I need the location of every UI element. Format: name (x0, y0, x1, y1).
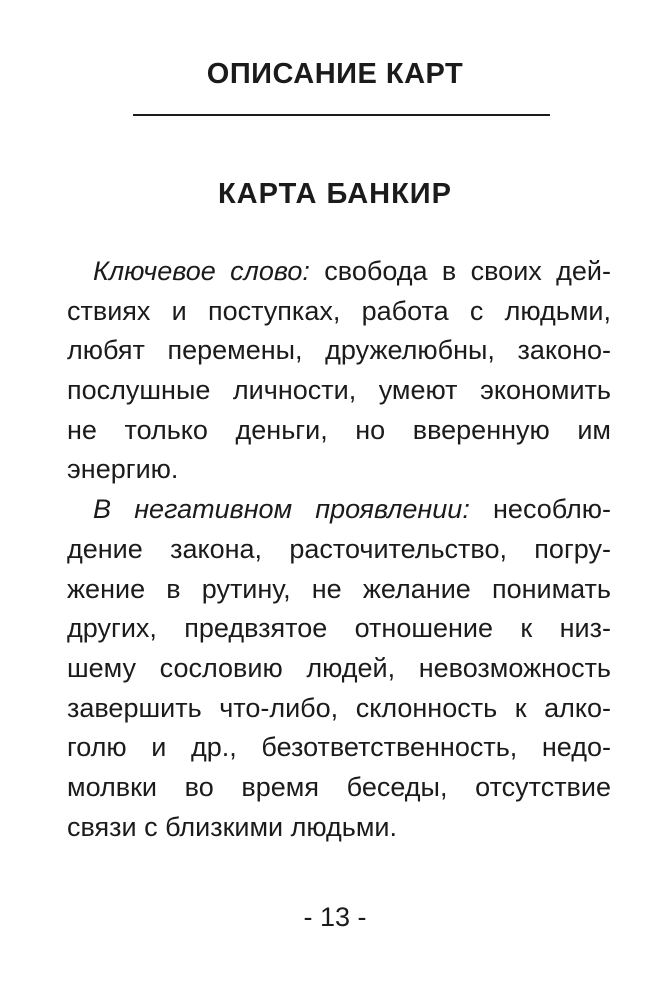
paragraph-2-line-5: шему сословию людей, невозможность (67, 652, 611, 683)
paragraph-2-line-6: завершить что-либо, склонность к алко- (67, 692, 611, 723)
paragraph-1-line-6: энергию. (67, 454, 179, 485)
page-number: - 13 - (303, 902, 367, 932)
paragraph-1-line-4: послушные личности, умеют экономить (67, 375, 611, 406)
paragraph-1-line-5: не только деньги, но вверенную им (67, 414, 611, 445)
paragraph-1-line-2: ствиях и поступках, работа с людьми, (67, 295, 611, 326)
paragraph-2-line-3: жение в рутину, не желание понимать (67, 573, 611, 604)
card-description (67, 252, 611, 847)
negative-label: В негативном проявлении: (93, 494, 470, 525)
section-title: ОПИСАНИЕ КАРТ (206, 58, 464, 90)
paragraph-2-line-1 (67, 490, 611, 530)
paragraph-1-line-1 (67, 252, 611, 292)
paragraph-2-line-9: связи с близкими людьми. (67, 811, 398, 842)
paragraph-1-line-3: любят перемены, дружелюбны, законо- (67, 335, 611, 366)
card-title: КАРТА БАНКИР (217, 178, 452, 210)
paragraph-2-text: несоблю- (469, 494, 611, 525)
header-divider (133, 114, 550, 116)
paragraph-2-line-2: дение закона, расточительство, погру- (67, 533, 611, 564)
paragraph-2-line-4: других, предвзятое отношение к низ- (67, 613, 611, 644)
keyword-label: Ключевое слово: (93, 256, 310, 286)
paragraph-2-line-8: молвки во время беседы, отсутствие (67, 771, 611, 802)
paragraph-1-text: свобода в своих дей- (309, 256, 611, 286)
paragraph-2-line-7: голю и др., безответственность, недо- (67, 732, 611, 763)
